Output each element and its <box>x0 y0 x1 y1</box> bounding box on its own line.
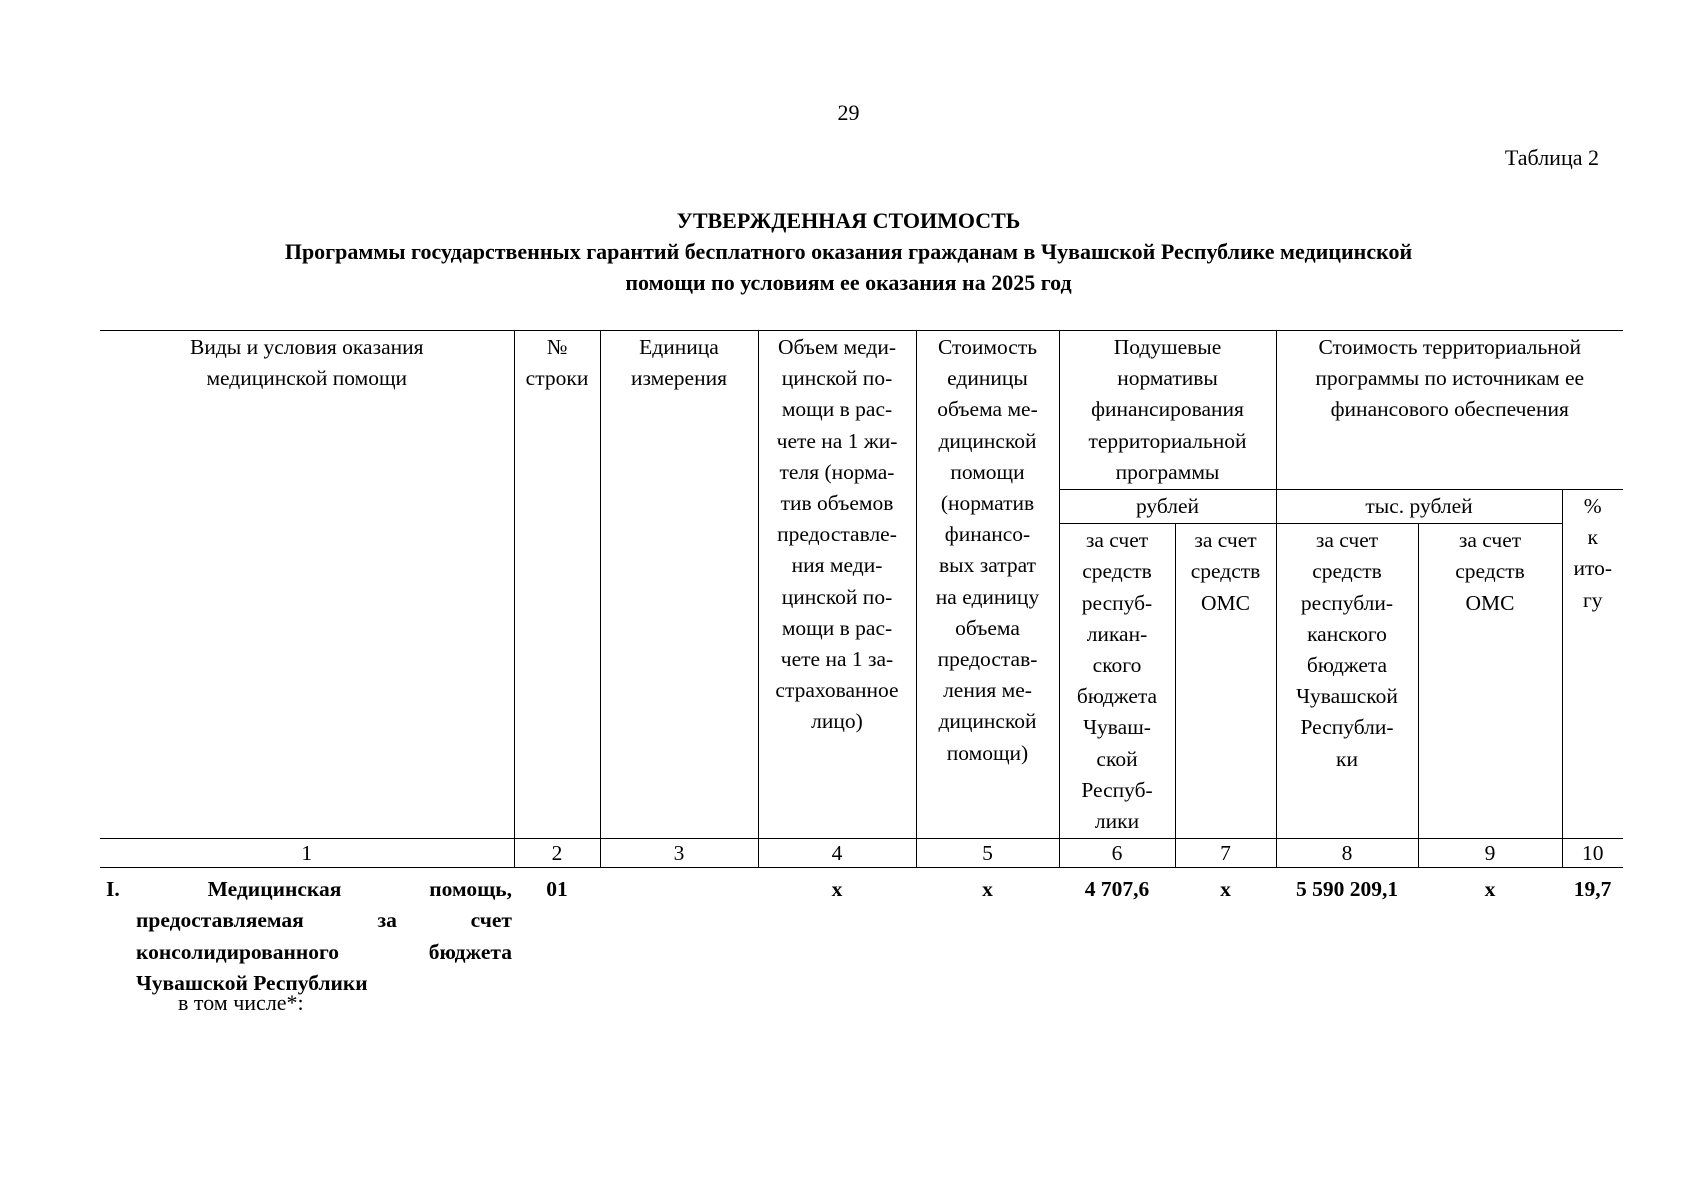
document-title <box>100 205 1597 298</box>
column-number-cell: 7 <box>1175 839 1276 868</box>
row-per-capita-oms: х <box>1220 877 1231 902</box>
row-per-capita-republic: 4 707,6 <box>1084 877 1150 902</box>
column-number-cell: 3 <box>600 839 758 868</box>
cost-table <box>100 330 1623 1000</box>
header-unit-rubles: рублей <box>1059 490 1276 524</box>
header-cost-republic: за счет средств республи- канского бюджета Чувашской Республи- ки <box>1276 524 1418 839</box>
row-percent: 19,7 <box>1573 877 1612 902</box>
subtotal-note: в том числе*: <box>178 990 304 1015</box>
column-number-cell: 6 <box>1059 839 1175 868</box>
title-line-2: Программы государственных гарантий бесплатного оказания гражданам в Чувашской Республике медицинской помощи по условиям ее оказания на 2025 год <box>284 239 1413 295</box>
page-number: 29 <box>837 100 860 125</box>
header-cost-group: Стоимость территориальной программы по источникам ее финансового обеспечения <box>1276 331 1623 490</box>
header-volume: Объем меди- цинской по- мощи в рас- чете на 1 жи- теля (норма- тив объемов предоставле- ния меди- цинской по- мощи в рас- чете на 1 за- страхованное лицо) <box>758 331 916 839</box>
row-unit-cost: х <box>982 877 993 902</box>
column-number-cell: 5 <box>916 839 1059 868</box>
row-label <box>100 868 514 1000</box>
row-label-text: I. Медицинская помощь, предоставляемая за счет консолидированного бюджета Чувашской Республики <box>106 877 512 995</box>
column-number-cell: 2 <box>514 839 600 868</box>
column-number-cell: 10 <box>1562 839 1623 868</box>
header-unit-thousand-rubles: тыс. рублей <box>1276 490 1562 524</box>
row-unit <box>600 868 758 1000</box>
title-line-1: УТВЕРЖДЕННАЯ СТОИМОСТЬ <box>676 208 1021 233</box>
header-unit: Единица измерения <box>600 331 758 839</box>
header-unit-cost: Стоимость единицы объема ме- дицинской помощи (норматив финансо- вых затрат на единицу объема предостав- ления ме- дицинской помощи) <box>916 331 1059 839</box>
row-cost-oms: х <box>1484 877 1496 902</box>
header-row-number: № строки <box>514 331 600 839</box>
row-number: 01 <box>546 877 568 902</box>
header-per-capita-group: Подушевые нормативы финансирования территориальной программы <box>1059 331 1276 490</box>
column-number-cell: 8 <box>1276 839 1418 868</box>
table-row <box>100 868 1623 1000</box>
header-per-capita-republic: за счет средств респуб- ликан- ского бюджета Чуваш- ской Респуб- лики <box>1059 524 1175 839</box>
header-per-capita-oms: за счет средств ОМС <box>1175 524 1276 839</box>
header-cost-oms: за счет средств ОМС <box>1418 524 1562 839</box>
header-percent: % к ито- гу <box>1562 490 1623 839</box>
row-cost-republic: 5 590 209,1 <box>1295 877 1399 902</box>
header-kinds-of-care: Виды и условия оказания медицинской помощи <box>100 331 514 839</box>
column-number-cell: 4 <box>758 839 916 868</box>
column-number-cell: 9 <box>1418 839 1562 868</box>
table-label: Таблица 2 <box>1504 145 1599 170</box>
column-number-cell: 1 <box>100 839 514 868</box>
row-volume: х <box>831 877 843 902</box>
